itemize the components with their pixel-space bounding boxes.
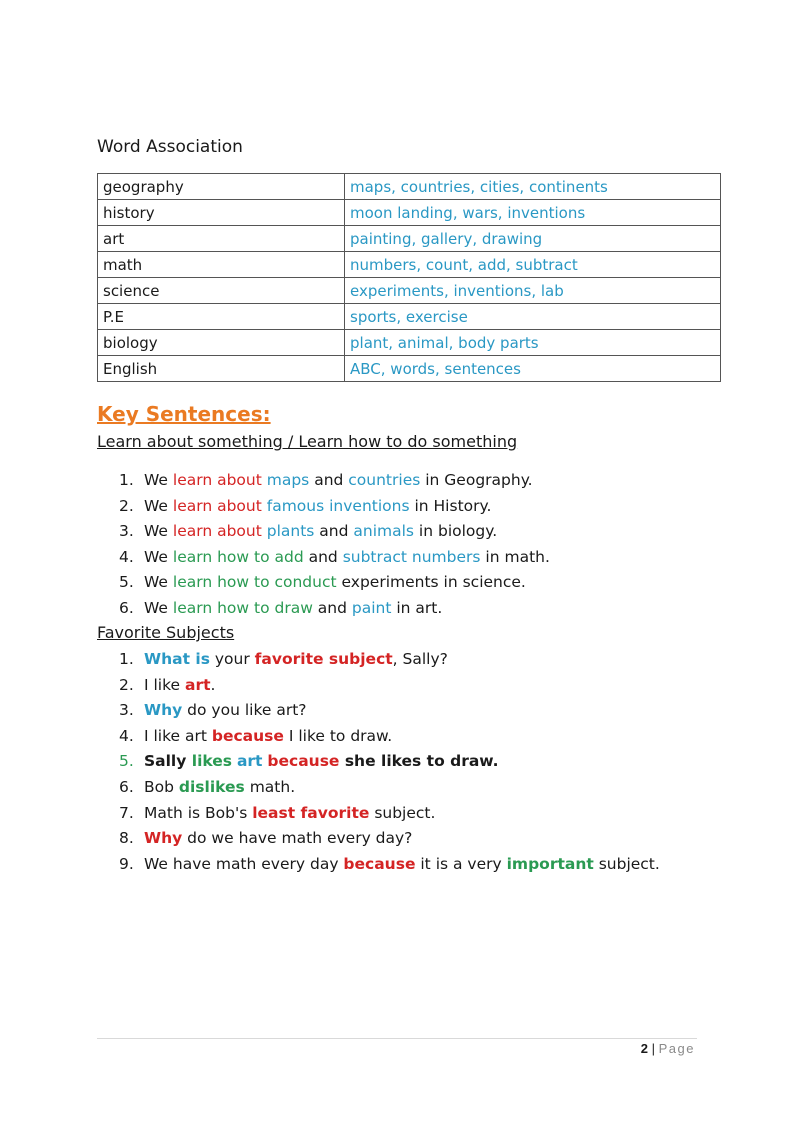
subject-cell: English — [98, 356, 345, 382]
text-segment: I like — [144, 675, 185, 694]
text-segment: do we have math every day? — [182, 829, 413, 848]
subject-cell: biology — [98, 330, 345, 356]
list-item — [119, 724, 660, 750]
table-row — [98, 200, 721, 226]
text-segment: I like to draw. — [283, 726, 393, 745]
footer-separator: | — [648, 1041, 659, 1056]
text-segment: and — [303, 547, 343, 566]
list-item — [119, 673, 660, 699]
text-segment: dislikes — [178, 777, 245, 796]
text-segment: . — [210, 675, 216, 694]
table-row — [98, 278, 721, 304]
text-segment: it is a very — [415, 854, 507, 873]
list-item — [119, 775, 660, 801]
text-segment: learn about — [172, 522, 262, 541]
text-segment: , Sally? — [392, 650, 448, 668]
text-segment: I like art — [144, 726, 212, 745]
page-footer — [641, 1041, 695, 1056]
association-cell: plant, animal, body parts — [345, 330, 721, 356]
text-segment: in biology. — [414, 522, 498, 541]
association-cell: numbers, count, add, subtract — [345, 252, 721, 278]
key-sentences-heading: Key Sentences: — [97, 402, 271, 426]
subject-cell: P.E — [98, 304, 345, 330]
text-segment: experiments in science. — [336, 573, 526, 592]
word-association-table — [97, 173, 721, 382]
text-segment: We — [144, 547, 173, 566]
list-item — [119, 647, 660, 673]
text-segment: in History. — [409, 496, 492, 515]
text-segment: learn how to conduct — [172, 573, 337, 592]
table-row — [98, 330, 721, 356]
text-segment: We — [144, 471, 173, 489]
list-item — [119, 852, 660, 878]
item-number: 2. — [119, 675, 134, 694]
footer-divider — [97, 1038, 697, 1039]
text-segment: art — [185, 675, 211, 694]
subject-cell: history — [98, 200, 345, 226]
subject-cell: math — [98, 252, 345, 278]
text-segment: she likes to draw. — [339, 752, 499, 771]
association-cell: sports, exercise — [345, 304, 721, 330]
association-cell: moon landing, wars, inventions — [345, 200, 721, 226]
text-segment: and — [309, 471, 349, 489]
text-segment: Why — [144, 701, 183, 720]
item-number: 8. — [119, 829, 134, 848]
text-segment: learn how to draw — [172, 598, 313, 617]
list-item — [119, 519, 550, 545]
list-item — [119, 801, 660, 827]
key-sentences-list — [119, 468, 550, 622]
text-segment: maps — [266, 471, 310, 489]
text-segment: least favorite — [252, 803, 370, 822]
text-segment: likes — [191, 752, 233, 771]
list-item — [119, 698, 660, 724]
text-segment: paint — [351, 598, 392, 617]
text-segment: because — [211, 726, 284, 745]
favorite-subjects-list — [119, 647, 660, 877]
text-segment: Math is Bob's — [144, 803, 253, 822]
item-number: 2. — [119, 496, 134, 515]
table-row — [98, 252, 721, 278]
text-segment: learn about — [172, 471, 262, 489]
text-segment: in art. — [391, 598, 443, 617]
association-cell: ABC, words, sentences — [345, 356, 721, 382]
text-segment: and — [314, 522, 354, 541]
page-label: Page — [658, 1041, 695, 1056]
text-segment: Why — [144, 829, 183, 848]
learn-about-subheading: Learn about something / Learn how to do something — [97, 432, 518, 451]
text-segment: We — [144, 496, 173, 515]
item-number: 7. — [119, 803, 134, 822]
text-segment: your — [209, 650, 255, 668]
list-item — [119, 596, 550, 622]
text-segment: favorite subject — [254, 650, 393, 668]
association-cell: painting, gallery, drawing — [345, 226, 721, 252]
text-segment: We have math every day — [144, 854, 344, 873]
text-segment: learn about — [172, 496, 262, 515]
item-number: 5. — [119, 752, 134, 771]
subject-cell: geography — [98, 174, 345, 200]
list-item — [119, 749, 660, 775]
text-segment: subject. — [593, 854, 660, 873]
item-number: 5. — [119, 573, 134, 592]
text-segment: do you like art? — [182, 701, 307, 720]
item-number: 4. — [119, 547, 134, 566]
association-cell: maps, countries, cities, continents — [345, 174, 721, 200]
item-number: 6. — [119, 598, 134, 617]
table-row — [98, 304, 721, 330]
list-item — [119, 494, 550, 520]
table-row — [98, 174, 721, 200]
item-number: 4. — [119, 726, 134, 745]
item-number: 3. — [119, 522, 134, 541]
item-number: 9. — [119, 854, 134, 873]
text-segment: We — [144, 598, 173, 617]
text-segment: Bob — [144, 777, 179, 796]
item-number: 1. — [119, 650, 134, 668]
text-segment: countries — [348, 471, 421, 489]
item-number: 6. — [119, 777, 134, 796]
text-segment: We — [144, 573, 173, 592]
text-segment: because — [343, 854, 416, 873]
text-segment: important — [506, 854, 594, 873]
list-item — [119, 468, 550, 494]
text-segment: in math. — [480, 547, 550, 566]
text-segment: We — [144, 522, 173, 541]
text-segment: What is — [144, 650, 210, 668]
text-segment: plants — [266, 522, 315, 541]
item-number: 1. — [119, 471, 134, 489]
text-segment: math. — [244, 777, 296, 796]
word-association-title: Word Association — [97, 137, 243, 157]
subject-cell: art — [98, 226, 345, 252]
table-row — [98, 226, 721, 252]
text-segment: Sally — [144, 752, 192, 771]
text-segment: learn how to add — [172, 547, 304, 566]
text-segment: and — [312, 598, 352, 617]
list-item — [119, 570, 550, 596]
text-segment: subject. — [369, 803, 436, 822]
text-segment: subtract numbers — [342, 547, 481, 566]
page-number: 2 — [640, 1041, 649, 1056]
association-cell: experiments, inventions, lab — [345, 278, 721, 304]
text-segment: because — [267, 752, 340, 771]
text-segment: animals — [353, 522, 414, 541]
item-number: 3. — [119, 701, 134, 720]
subject-cell: science — [98, 278, 345, 304]
list-item — [119, 826, 660, 852]
text-segment: art — [236, 752, 263, 771]
text-segment: famous inventions — [266, 496, 410, 515]
favorite-subjects-subheading: Favorite Subjects — [97, 623, 235, 642]
list-item — [119, 545, 550, 571]
table-row — [98, 356, 721, 382]
text-segment: in Geography. — [420, 471, 533, 489]
